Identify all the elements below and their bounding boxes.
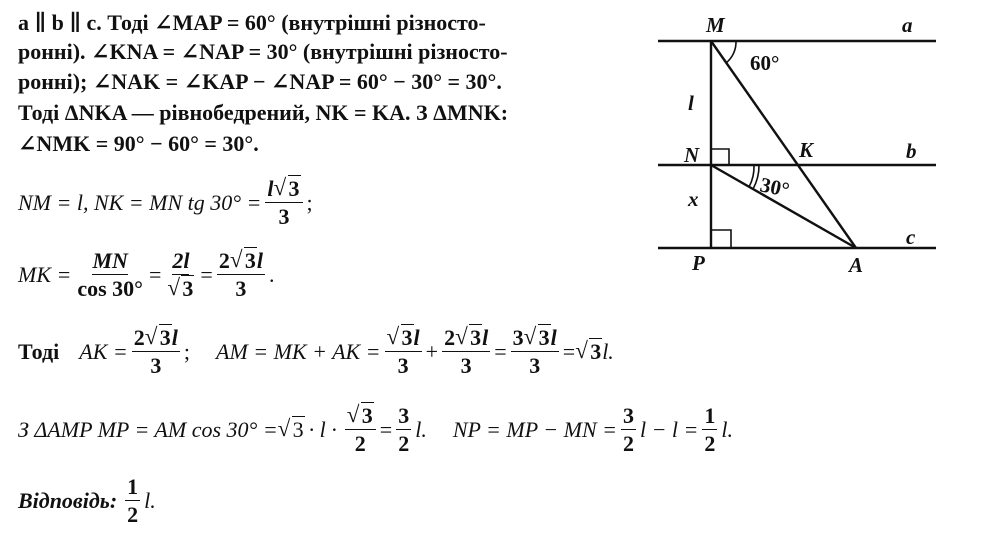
eq3-semicolon: ; [183,339,191,364]
eq4-f2-den: 2 [398,431,410,456]
label-c: c [906,225,916,249]
eq4-fraction-2 [396,405,411,455]
eq4-f3-num: 3 [622,403,634,428]
eq4-f1-num-root: 3 [361,403,373,428]
eq4-fraction-1 [345,405,376,455]
segment-ma [711,41,856,248]
eq3-lead: Тоді [18,339,60,364]
label-b: b [906,139,917,163]
eq3-t3-num-a: 3 [512,325,524,350]
eq3-t3-num-root: 3 [538,325,550,350]
answer-num: 1 [127,474,139,499]
angle-label-60: 60° [750,51,780,75]
geometry-diagram [656,8,956,278]
label-k: K [799,138,814,162]
eq3-t3-num-b: l [550,325,557,350]
eq2-f3-num-b: l [256,248,263,273]
eq3-t1-num-root: 3 [401,325,413,350]
eq3-t2-num-root: 3 [470,325,482,350]
eq4-np: NP = MP − MN = [452,417,617,442]
eq4-root [278,417,305,443]
answer-fraction [125,476,140,526]
answer-line [18,476,156,526]
eq3-ak-num-root: 3 [159,325,171,350]
eq3-plus: + [425,339,439,364]
eq3-t2-num-b: l [482,325,489,350]
eq2-lhs: MK = [18,262,72,287]
equation-nk [18,178,313,228]
equation-mk [18,250,274,300]
eq2-f3-den: 3 [235,276,247,301]
eq2-fraction-3 [217,250,265,300]
label-l: l [688,91,694,115]
eq4-after: l. [415,417,427,442]
answer-den: 2 [127,502,139,527]
eq3-t2-den: 3 [460,353,472,378]
eq4-f3-den: 2 [622,431,634,456]
eq2-equals-a: = [148,262,162,287]
eq3-equals-b: = [562,339,576,364]
eq3-res-root: 3 [590,339,602,364]
eq3-ak: AK = [79,339,128,364]
angle-arc-60 [726,41,736,63]
eq4-end: l. [721,417,734,442]
eq3-t1-num-b: l [413,325,420,350]
equation-mp-np [18,405,733,455]
eq3-term-3 [511,327,559,377]
eq4-root-val: 3 [292,417,304,442]
label-a: a [902,13,913,37]
text-line-2: ронні). ∠KNA = ∠NAP = 30° (внутрішні різносто- [18,39,508,64]
eq3-ak-num-b: l [171,325,178,350]
eq1-tail: ; [306,190,313,215]
eq3-res-tail: l. [602,339,614,364]
angle-label-30: 30° [757,172,792,203]
label-n: N [684,143,700,167]
eq3-t3-den: 3 [529,353,541,378]
eq3-ak-fraction [132,327,180,377]
eq1-lhs: NM = l, NK = MN tg 30° = [18,190,262,215]
eq3-term-2 [442,327,490,377]
eq2-f3-num-a: 2 [218,248,230,273]
answer-label: Відповідь: [18,488,118,513]
eq2-fraction-2 [165,250,196,300]
eq1-den: 3 [278,204,290,229]
equation-am [18,327,614,377]
label-x: x [688,187,699,211]
eq1-fraction [265,178,302,228]
text-line-4: Тоді ΔNKA — рівнобедрений, NK = KA. З ΔMNK: [18,100,509,125]
right-angle-n [711,149,729,165]
eq4-f4-den: 2 [704,431,716,456]
label-m: M [706,13,725,37]
eq4-f4-num: 1 [704,403,716,428]
eq3-result-root [575,339,602,365]
right-angle-p [711,230,731,248]
eq2-equals-b: = [200,262,213,287]
text-line-3: ронні); ∠NAK = ∠KAP − ∠NAP = 60° − 30° = 30°. [18,69,502,94]
eq1-num-root: 3 [288,176,300,201]
eq2-f3-num-root: 3 [244,248,256,273]
eq3-t2-num-a: 2 [444,325,456,350]
eq4-equals-a: = [379,417,393,442]
eq3-ak-den: 3 [150,353,162,378]
eq3-t1-den: 3 [397,353,409,378]
eq4-lead: З ΔAMP MP = AM cos 30° = [18,417,278,442]
eq4-minus: l − l = [639,417,699,442]
eq2-tail: . [268,262,275,287]
answer-tail: l. [144,488,156,513]
eq3-equals-a: = [494,339,507,364]
eq4-fraction-4 [702,405,717,455]
eq1-num-l: l [267,176,274,201]
eq2-f1-den: cos 30° [77,276,143,301]
eq4-mid: · l · [308,417,337,442]
eq4-f1-den: 2 [354,431,366,456]
text-line-1: a ∥ b ∥ c. Тоді ∠MAP = 60° (внутрішні різносто- [18,10,486,35]
eq3-am: AM = MK + AK = [216,339,381,364]
eq2-f2-num: 2l [172,248,190,273]
eq3-ak-num-a: 2 [133,325,145,350]
eq4-fraction-3 [621,405,636,455]
label-p: P [692,251,705,275]
label-pt-a: A [849,253,864,277]
eq2-f2-den-root: 3 [182,276,194,301]
eq3-term-1 [385,327,422,377]
text-line-5: ∠NMK = 90° − 60° = 30°. [18,131,259,156]
eq2-fraction-1 [75,250,145,300]
angle-arc-30-a [749,165,754,187]
eq2-f1-num: MN [92,248,128,273]
eq4-f2-num: 3 [398,403,410,428]
